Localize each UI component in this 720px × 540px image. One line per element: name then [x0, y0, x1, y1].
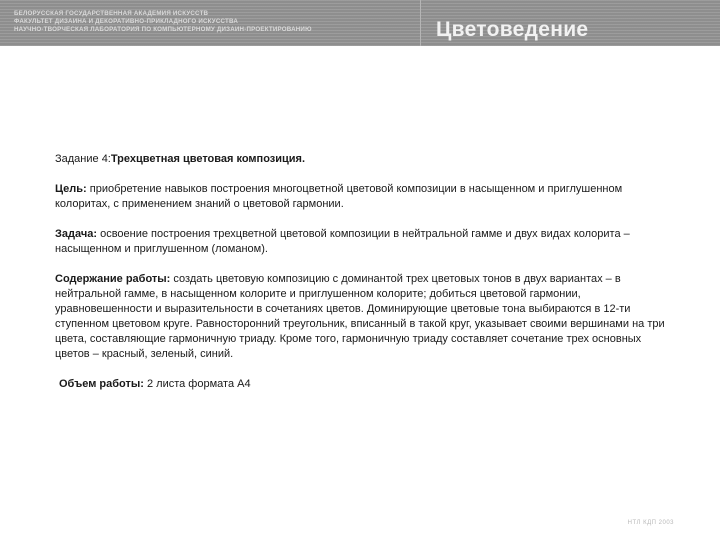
assignment-content — [55, 152, 665, 392]
work-content-paragraph — [55, 272, 665, 362]
institution-line-2: ФАКУЛЬТЕТ ДИЗАЙНА И ДЕКОРАТИВНО-ПРИКЛАДНОГО ИСКУССТВА — [14, 18, 239, 25]
goal-paragraph — [55, 182, 665, 212]
work-content-text: создать цветовую композицию с доминантой трех цветовых тонов в двух вариантах – в нейтральной гамме, в насыщенном колорите и приглушенном колорите; добиться цветовой гармонии, уравновешенности и выразительности в сочетаниях цветов. Доминирующие цветовые тона выбираются в 12-ти ступенном цветовом круге. Равносторонний треугольник, вписанный в такой круг, указывает своими вершинами на три цвета, составляющие гармоничную триаду. Кроме того, гармоничную триаду составляет сочетание трех основных цветов – красный, зеленый, синий. — [55, 273, 665, 360]
volume-label: Объем работы: — [59, 378, 144, 390]
institution-line-3: НАУЧНО-ТВОРЧЕСКАЯ ЛАБОРАТОРИЯ ПО КОМПЬЮТЕРНОМУ ДИЗАЙН-ПРОЕКТИРОВАНИЮ — [14, 26, 312, 33]
footer-mark: НТЛ КДП 2003 — [627, 520, 674, 526]
volume-paragraph — [55, 377, 665, 392]
goal-text: приобретение навыков построения многоцветной цветовой композиции в насыщенном и приглушенном колоритах, с применением знаний о цветовой гармонии. — [55, 183, 623, 210]
objective-label: Задача: — [55, 228, 98, 240]
header-divider — [420, 0, 421, 46]
volume-text: 2 листа формата А4 — [143, 378, 251, 390]
institution-block — [14, 10, 414, 34]
objective-paragraph — [55, 227, 665, 257]
institution-line-1: БЕЛОРУССКАЯ ГОСУДАРСТВЕННАЯ АКАДЕМИЯ ИСКУССТВ — [14, 10, 209, 17]
task-title: Трехцветная цветовая композиция. — [110, 153, 306, 165]
task-prefix: Задание 4: — [55, 153, 111, 165]
objective-text: освоение построения трехцветной цветовой композиции в нейтральной гамме и двух видах колорита – насыщенном и приглушенном (ломаном). — [55, 228, 630, 255]
page-title: Цветоведение — [436, 18, 589, 41]
goal-label: Цель: — [55, 183, 87, 195]
header-bar — [0, 0, 720, 46]
task-heading — [55, 152, 665, 167]
work-content-label: Содержание работы: — [55, 273, 171, 285]
